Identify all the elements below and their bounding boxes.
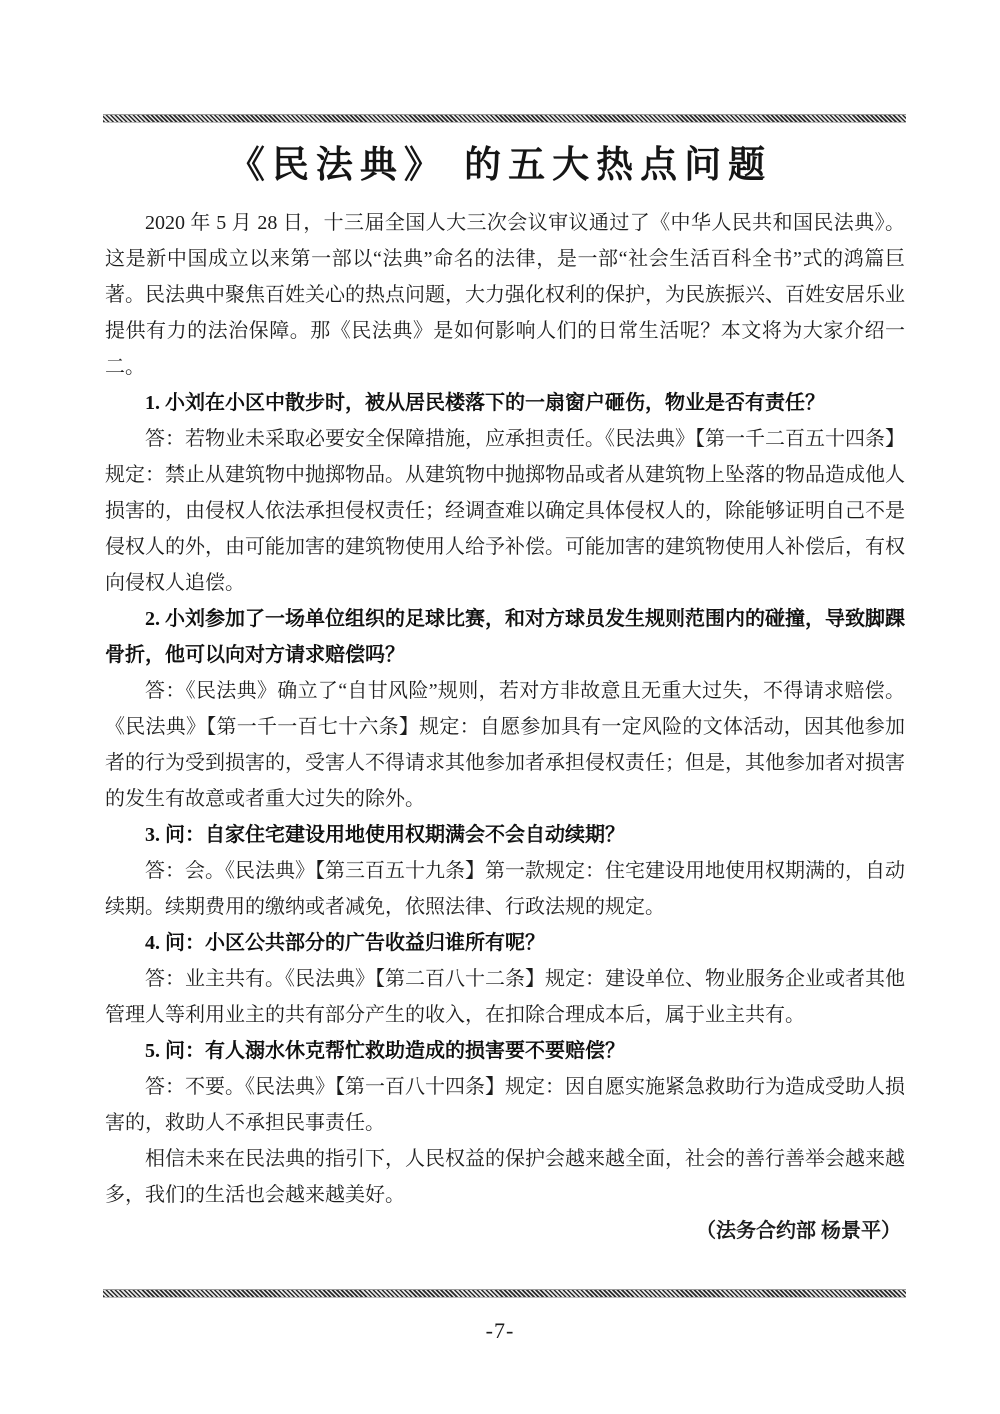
question-3: 3. 问：自家住宅建设用地使用权期满会不会自动续期？ bbox=[145, 824, 625, 846]
answer-2: 答：《民法典》确立了“自甘风险”规则，若对方非故意且无重大过失，不得请求赔偿。《民法典》【第一千一百七十六条】规定：自愿参加具有一定风险的文体活动，因其他参加者的行为受到损害的，受害人不得请求其他参加者承担侵权责任；但是，其他参加者对损害的发生有故意或者重大过失的除外。 bbox=[105, 680, 905, 810]
bottom-border-rule bbox=[103, 1289, 906, 1298]
page-number: -7- bbox=[485, 1318, 515, 1343]
question-4: 4. 问：小区公共部分的广告收益归谁所有呢？ bbox=[145, 932, 545, 954]
page-title: 《民法典》 的五大热点问题 bbox=[227, 145, 773, 186]
author-signature: （法务合约部 杨景平） bbox=[696, 1220, 901, 1242]
answer-3: 答：会。《民法典》【第三百五十九条】第一款规定：住宅建设用地使用权期满的，自动续期。续期费用的缴纳或者减免，依照法律、行政法规的规定。 bbox=[105, 860, 905, 918]
answer-4: 答：业主共有。《民法典》【第二百八十二条】规定：建设单位、物业服务企业或者其他管理人等利用业主的共有部分产生的收入，在扣除合理成本后，属于业主共有。 bbox=[105, 968, 905, 1026]
question-1: 1. 小刘在小区中散步时，被从居民楼落下的一扇窗户砸伤，物业是否有责任？ bbox=[145, 392, 825, 414]
answer-5: 答：不要。《民法典》【第一百八十四条】规定：因自愿实施紧急救助行为造成受助人损害的，救助人不承担民事责任。 bbox=[105, 1076, 905, 1134]
article-body bbox=[105, 205, 905, 1249]
top-border-rule bbox=[103, 114, 906, 123]
answer-1: 答：若物业未采取必要安全保障措施，应承担责任。《民法典》【第一千二百五十四条】规定：禁止从建筑物中抛掷物品。从建筑物中抛掷物品或者从建筑物上坠落的物品造成他人损害的，由侵权人依法承担侵权责任；经调查难以确定具体侵权人的，除能够证明自己不是侵权人的外，由可能加害的建筑物使用人给予补偿。可能加害的建筑物使用人补偿后，有权向侵权人追偿。 bbox=[105, 428, 905, 594]
intro-paragraph: 2020 年 5 月 28 日，十三届全国人大三次会议审议通过了《中华人民共和国民法典》。这是新中国成立以来第一部以“法典”命名的法律，是一部“社会生活百科全书”式的鸿篇巨著。民法典中聚焦百姓关心的热点问题，大力强化权利的保护，为民族振兴、百姓安居乐业提供有力的法治保障。那《民法典》是如何影响人们的日常生活呢？本文将为大家介绍一二。 bbox=[105, 212, 905, 378]
question-2: 2. 小刘参加了一场单位组织的足球比赛，和对方球员发生规则范围内的碰撞，导致脚踝骨折，他可以向对方请求赔偿吗？ bbox=[105, 608, 905, 666]
question-5: 5. 问：有人溺水休克帮忙救助造成的损害要不要赔偿？ bbox=[145, 1040, 625, 1062]
closing-paragraph: 相信未来在民法典的指引下，人民权益的保护会越来越全面，社会的善行善举会越来越多，我们的生活也会越来越美好。 bbox=[105, 1148, 905, 1206]
